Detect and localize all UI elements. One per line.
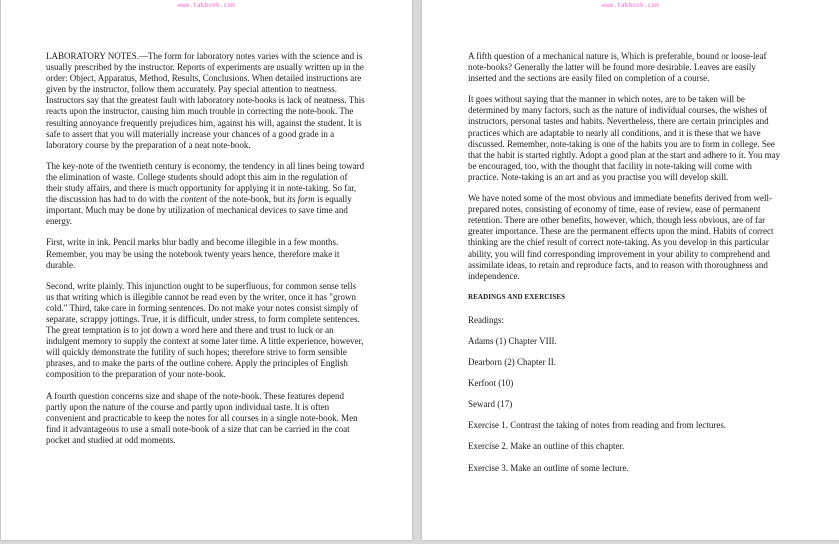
reading-item: Adams (1) Chapter VIII. (468, 335, 557, 346)
page-left (1, 0, 412, 540)
paragraph-text-run: Second, write plainly. This injunction ought to be superfluous, for common sense tells us that writing which is illegible cannot be read even by the writer, once it has "grown cold." Third, take care in forming sentences. Do not make your notes consist simply of separate, scrappy jottings. True, it is difficult, under stress, to form complete sentences. The great temptation is to jot down a word here and there and trust to luck or an indulgent memory to supply the context at some later time. A little experience, however, will quickly demonstrate the futility of such hopes; therefore strive to form sensible phrases, and to make the parts of the outline cohere. Apply the principles of English composition to the preparation of your note-book. (46, 280, 364, 380)
reading-item: Kerfoot (10) (468, 378, 514, 389)
paragraph-text-run: It goes without saying that the manner in which notes, are to be taken will be determined by many factors, such as the nature of individual courses, the wishes of instructors, personal tastes and habits. Nevertheless, there are certain principles and practices which are adaptable to nearly all conditions, and it is these that we have discussed. Remember, note-taking is one of the habits you are to form in college. See that the habit is started rightly. Adopt a good plan at the start and adhere to it. You may be encouraged, too, with the thought that facility in note-taking will come with practice. Note-taking is an art and as you practise you will develop skill. (468, 94, 781, 182)
paragraph-text-run: The key-note of the twentieth century is economy, the tendency in all lines being toward the elimination of waste. College students should adopt this aim in the regulation of their study affairs, and there is much opportunity for applying it in note-taking. So far, the discussion has had to do with the (46, 160, 365, 205)
left_page-paragraph (46, 161, 366, 228)
paragraph-text-run: its form (287, 194, 315, 205)
readings-label: Readings: (468, 314, 504, 325)
reading-item: Dearborn (2) Chapter II. (468, 357, 556, 368)
section-heading: READINGS AND EXERCISES (468, 292, 566, 301)
reading-item: Seward (17) (468, 399, 513, 410)
watermark: www.takbook.com (601, 2, 660, 9)
watermark: www.takbook.com (177, 2, 236, 9)
paragraph-text-run: LABORATORY NOTES.—The form for laboratory notes varies with the science and is usually prescribed by the instructor. Reports of experiments are usually written up in the order: Object, Apparatus, Method, Results, Conclusions. When detailed instructions are given by the instructor, follow them accurately. Pay special attention to neatness. Instructors say that the greatest fault with laboratory note-books is lack of neatness. This reacts upon the instructor, causing him much trouble in correcting the note-book. The resulting annoyance frequently prejudices him, against his will, against the student. It is safe to assert that you will materially increase your chances of a good grade in a laboratory course by the preparation of a neat note-book. (46, 51, 365, 150)
right_page-paragraph (468, 51, 783, 84)
left-page-text (46, 51, 366, 456)
paragraph-text-run: A fifth question of a mechanical nature is, Which is preferable, bound or loose-leaf note-books? Generally the latter will be found more desirable. Leaves are easily inserted and the sections are easily filed on completion of a course. (468, 51, 767, 84)
exercise-item: Exercise 3. Make an outline of some lecture. (468, 462, 629, 473)
readings-list (468, 336, 783, 410)
left_page-paragraph (46, 391, 366, 446)
left_page-paragraph (46, 51, 366, 151)
exercises-list (468, 420, 783, 473)
right_page-paragraph (468, 193, 783, 282)
paragraph-text-run: We have noted some of the most obvious and immediate benefits derived from well-prepared notes, consisting of economy of time, ease of review, ease of permanent retention. There are other benefits, however, which, though less obvious, are of far greater importance. These are the permanent effects upon the mind. Habits of correct thinking are the chief result of correct note-taking. As you develop in this particular ability, you will find corresponding improvement in your ability to comprehend and assimilate ideas, to retain and reproduce facts, and to reason with thoroughness and independence. (468, 193, 774, 281)
left_page-paragraph (46, 281, 366, 381)
left_page-paragraph (46, 237, 366, 270)
right-page-text (468, 51, 783, 484)
paragraph-text-run: of the note-book, but (207, 194, 287, 205)
paragraph-text-run: is equally important. Much may be done by utilization of mechanical devices to save time and energy. (46, 194, 352, 227)
exercise-item: Exercise 1. Contrast the taking of notes from reading and from lectures. (468, 420, 727, 431)
exercise-item: Exercise 2. Make an outline of this chapter. (468, 441, 625, 452)
right-paragraphs (468, 51, 783, 282)
paragraph-text-run: First, write in ink. Pencil marks blur badly and become illegible in a few months. Remember, you may be using the notebook twenty years hence, therefore make it durable. (46, 237, 340, 270)
page-right (422, 0, 839, 540)
right_page-paragraph (468, 94, 783, 183)
paragraph-text-run: A fourth question concerns size and shape of the note-book. These features depend partly upon the nature of the course and partly upon individual taste. It is often convenient and practicable to keep the notes for all courses in a single note-book. Men find it advantageous to use a small note-book of a size that can be carried in the coat pocket and studied at odd moments. (46, 390, 358, 445)
paragraph-text-run: content (180, 194, 207, 205)
